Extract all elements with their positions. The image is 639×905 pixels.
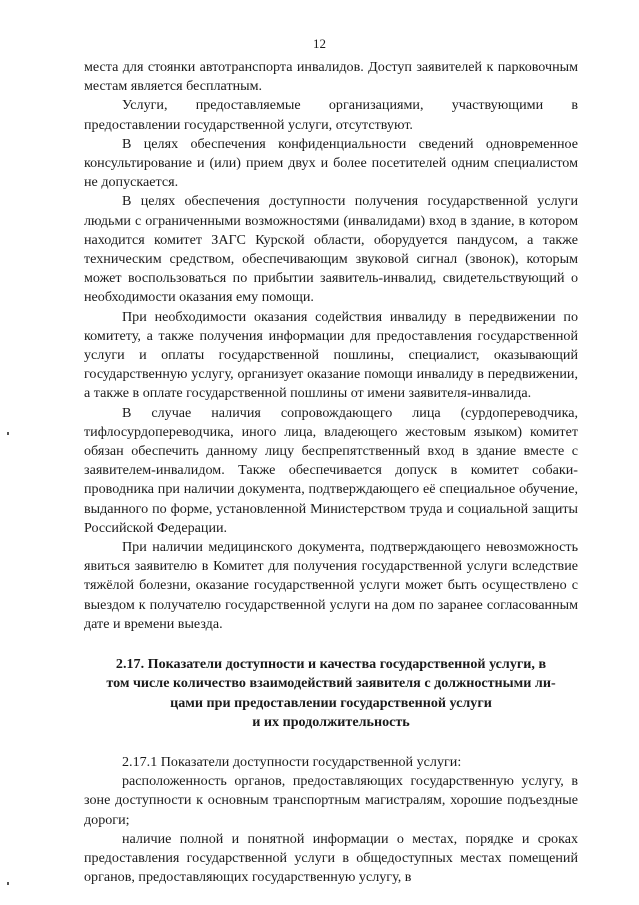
scan-mark xyxy=(7,432,9,435)
paragraph: В целях обеспечения доступности получения государственной услуги людьми с ограниченными возможностями (инвалидами) вход в здание, в котором находится комитет ЗАГС Курской области, оборудуется пандусом, а также техническим средством, обеспечивающим звуковой сигнал (звонок), которым может воспользоваться по прибытии заявитель-инвалид, свидетельствующий о необходимости оказания ему помощи. xyxy=(84,193,578,306)
section-spacer xyxy=(84,732,578,753)
section-heading xyxy=(84,655,578,732)
paragraph: расположенность органов, предоставляющих государственную услугу, в зоне доступности к основным транспортным магистралям, хорошие подъездные дороги; xyxy=(84,773,578,828)
paragraph: В случае наличия сопровождающего лица (сурдопереводчика, тифлосурдопереводчика, иного лица, владеющего жестовым языком) комитет обязан обеспечить данному лицу беспрепятственный вход в здание вместе с заявителем-инвалидом. Также обеспечивается допуск в комитет собаки-проводника при наличии документа, подтверждающего её специальное обучение, выданного по форме, установленной Министерством труда и социальной защиты Российской Федерации. xyxy=(84,404,578,536)
paragraph: места для стоянки автотранспорта инвалидов. Доступ заявителей к парковочным местам является бесплатным. xyxy=(84,59,578,95)
paragraph: Услуги, предоставляемые организациями, участвующими в предоставлении государственной услуги, отсутствуют. xyxy=(84,97,578,133)
section-heading-line: цами при предоставлении государственной услуги xyxy=(170,694,492,711)
paragraph: 2.17.1 Показатели доступности государственной услуги: xyxy=(122,753,462,770)
paragraph: В целях обеспечения конфиденциальности сведений одновременное консультирование и (или) прием двух и более посетителей одним специалистом не допускается. xyxy=(84,135,578,191)
section-spacer xyxy=(84,634,578,655)
page-number: 12 xyxy=(313,36,326,51)
paragraph: При наличии медицинского документа, подтверждающего невозможность явиться заявителю в Комитет для получения государственной услуги вследствие тяжёлой болезни, оказание государственной услуги может быть осуществлено с выездом к получателю государственной услуги на дом по заранее согласованным дате и времени выезда. xyxy=(84,539,578,632)
section-heading-line: и их продолжительность xyxy=(252,713,410,730)
scan-mark xyxy=(7,882,9,885)
section-heading-line: 2.17. Показатели доступности и качества государственной услуги, в xyxy=(115,656,547,673)
section-heading-line: том числе количество взаимодействий заявителя с должностными ли- xyxy=(106,675,556,692)
page-content xyxy=(84,58,578,887)
paragraph: наличие полной и понятной информации о местах, порядке и сроках предоставления государственной услуги в общедоступных местах помещений органов, предоставляющих государственную услугу, в xyxy=(84,830,578,886)
paragraph: При необходимости оказания содействия инвалиду в передвижении по комитету, а также получения информации для предоставления государственной услуги и оплаты государственной пошлины, специалист, оказывающий государственную услугу, организует оказание помощи инвалиду в передвижении, а также в оплате государственной пошлины от имени заявителя-инвалида. xyxy=(84,308,578,402)
